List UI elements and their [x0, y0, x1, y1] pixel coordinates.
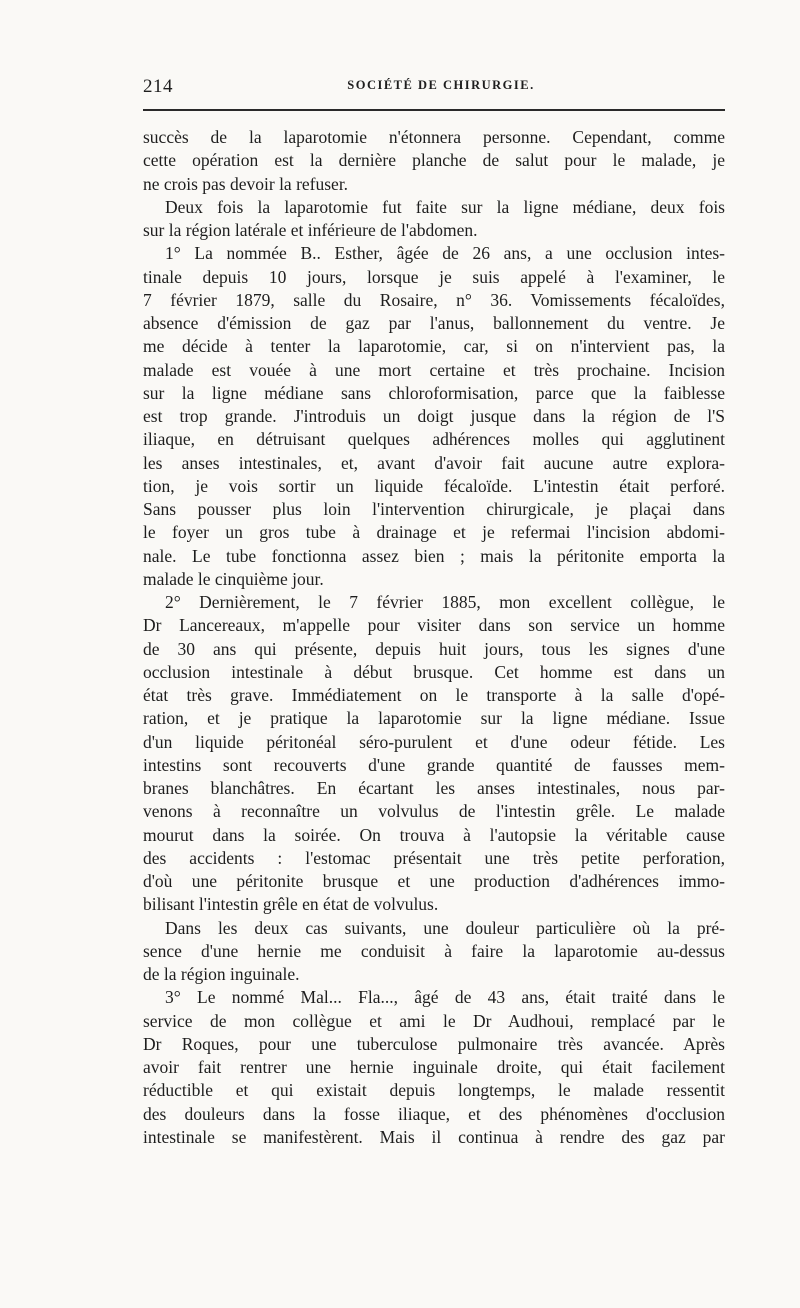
text-line: Dans les deux cas suivants, une douleur particulière où la pré- — [165, 917, 725, 938]
body-text — [143, 126, 725, 1149]
text-line: d'un liquide péritonéal séro-purulent et d'une odeur fétide. Les — [143, 731, 725, 752]
text-line: iliaque, en détruisant quelques adhérences molles qui agglutinent — [143, 429, 725, 450]
text-line: réductible et qui existait depuis longtemps, le malade ressentit — [143, 1080, 725, 1101]
text-line: 7 février 1879, salle du Rosaire, n° 36. Vomissements fécaloïdes, — [143, 289, 725, 310]
text-line: bilisant l'intestin grêle en état de volvulus. — [143, 894, 439, 915]
header-rule — [143, 109, 725, 111]
running-head — [143, 74, 739, 102]
text-line: 3° Le nommé Mal... Fla..., âgé de 43 ans, était traité dans le — [165, 987, 725, 1008]
text-line: avoir fait rentrer une hernie inguinale droite, qui était facilement — [143, 1057, 725, 1077]
text-line: les anses intestinales, et, avant d'avoir fait aucune autre explora- — [143, 452, 725, 473]
text-line: Dr Roques, pour une tuberculose pulmonaire très avancée. Après — [143, 1033, 725, 1054]
text-line: malade le cinquième jour. — [143, 568, 324, 589]
text-line: cette opération est la dernière planche de salut pour le malade, je — [143, 150, 725, 171]
text-line: malade est vouée à une mort certaine et très prochaine. Incision — [143, 359, 725, 380]
text-line: ration, et je pratique la laparotomie sur la ligne médiane. Issue — [143, 708, 725, 729]
text-line: des accidents : l'estomac présentait une très petite perforation, — [143, 847, 725, 868]
text-line: nale. Le tube fonctionna assez bien ; mais la péritonite emporta la — [143, 545, 725, 566]
text-line: sence d'une hernie me conduisit à faire la laparotomie au-dessus — [143, 940, 725, 961]
text-line: tinale depuis 10 jours, lorsque je suis appelé à l'examiner, le — [143, 266, 725, 287]
text-line: de 30 ans qui présente, depuis huit jours, tous les signes d'une — [143, 638, 725, 659]
text-line: d'où une péritonite brusque et une production d'adhérences immo- — [143, 871, 725, 891]
text-line: occlusion intestinale à début brusque. Cet homme est dans un — [143, 661, 725, 682]
text-line: branes blanchâtres. En écartant les anses intestinales, nous par- — [143, 778, 725, 798]
text-line: intestins sont recouverts d'une grande quantité de fausses mem- — [143, 754, 725, 775]
text-line: sur la région latérale et inférieure de l'abdomen. — [143, 220, 478, 240]
page-number: 214 — [143, 76, 173, 97]
text-line: service de mon collègue et ami le Dr Audhoui, remplacé par le — [143, 1010, 725, 1031]
text-line: succès de la laparotomie n'étonnera personne. Cependant, comme — [143, 127, 725, 147]
text-line: tion, je vois sortir un liquide fécaloïde. L'intestin était perforé. — [143, 475, 725, 496]
text-line: de la région inguinale. — [143, 964, 300, 984]
text-line: 1° La nommée B.. Esther, âgée de 26 ans, a une occlusion intes- — [165, 243, 725, 264]
text-line: sur la ligne médiane sans chloroformisation, parce que la faiblesse — [143, 382, 725, 403]
text-line: des douleurs dans la fosse iliaque, et des phénomènes d'occlusion — [143, 1103, 725, 1124]
text-line: Dr Lancereaux, m'appelle pour visiter dans son service un homme — [143, 615, 725, 636]
text-line: Deux fois la laparotomie fut faite sur la ligne médiane, deux fois — [165, 196, 725, 217]
text-line: le foyer un gros tube à drainage et je refermai l'incision abdomi- — [143, 522, 725, 543]
text-line: est trop grande. J'introduis un doigt jusque dans la région de l'S — [143, 406, 725, 426]
text-line: 2° Dernièrement, le 7 février 1885, mon excellent collègue, le — [165, 592, 725, 612]
text-line: ne crois pas devoir la refuser. — [143, 173, 349, 194]
running-title: SOCIÉTÉ DE CHIRURGIE. — [347, 78, 535, 92]
text-line: venons à reconnaître un volvulus de l'intestin grêle. Le malade — [143, 801, 725, 822]
text-line: Sans pousser plus loin l'intervention chirurgicale, je plaçai dans — [143, 499, 725, 519]
text-line: me décide à tenter la laparotomie, car, si on n'intervient pas, la — [143, 336, 725, 357]
book-page — [143, 74, 739, 1147]
text-line: mourut dans la soirée. On trouva à l'autopsie la véritable cause — [143, 824, 725, 845]
text-line: état très grave. Immédiatement on le transporte à la salle d'opé- — [143, 685, 725, 705]
text-line: absence d'émission de gaz par l'anus, ballonnement du ventre. Je — [143, 313, 725, 333]
text-line: intestinale se manifestèrent. Mais il continua à rendre des gaz par — [143, 1126, 725, 1147]
